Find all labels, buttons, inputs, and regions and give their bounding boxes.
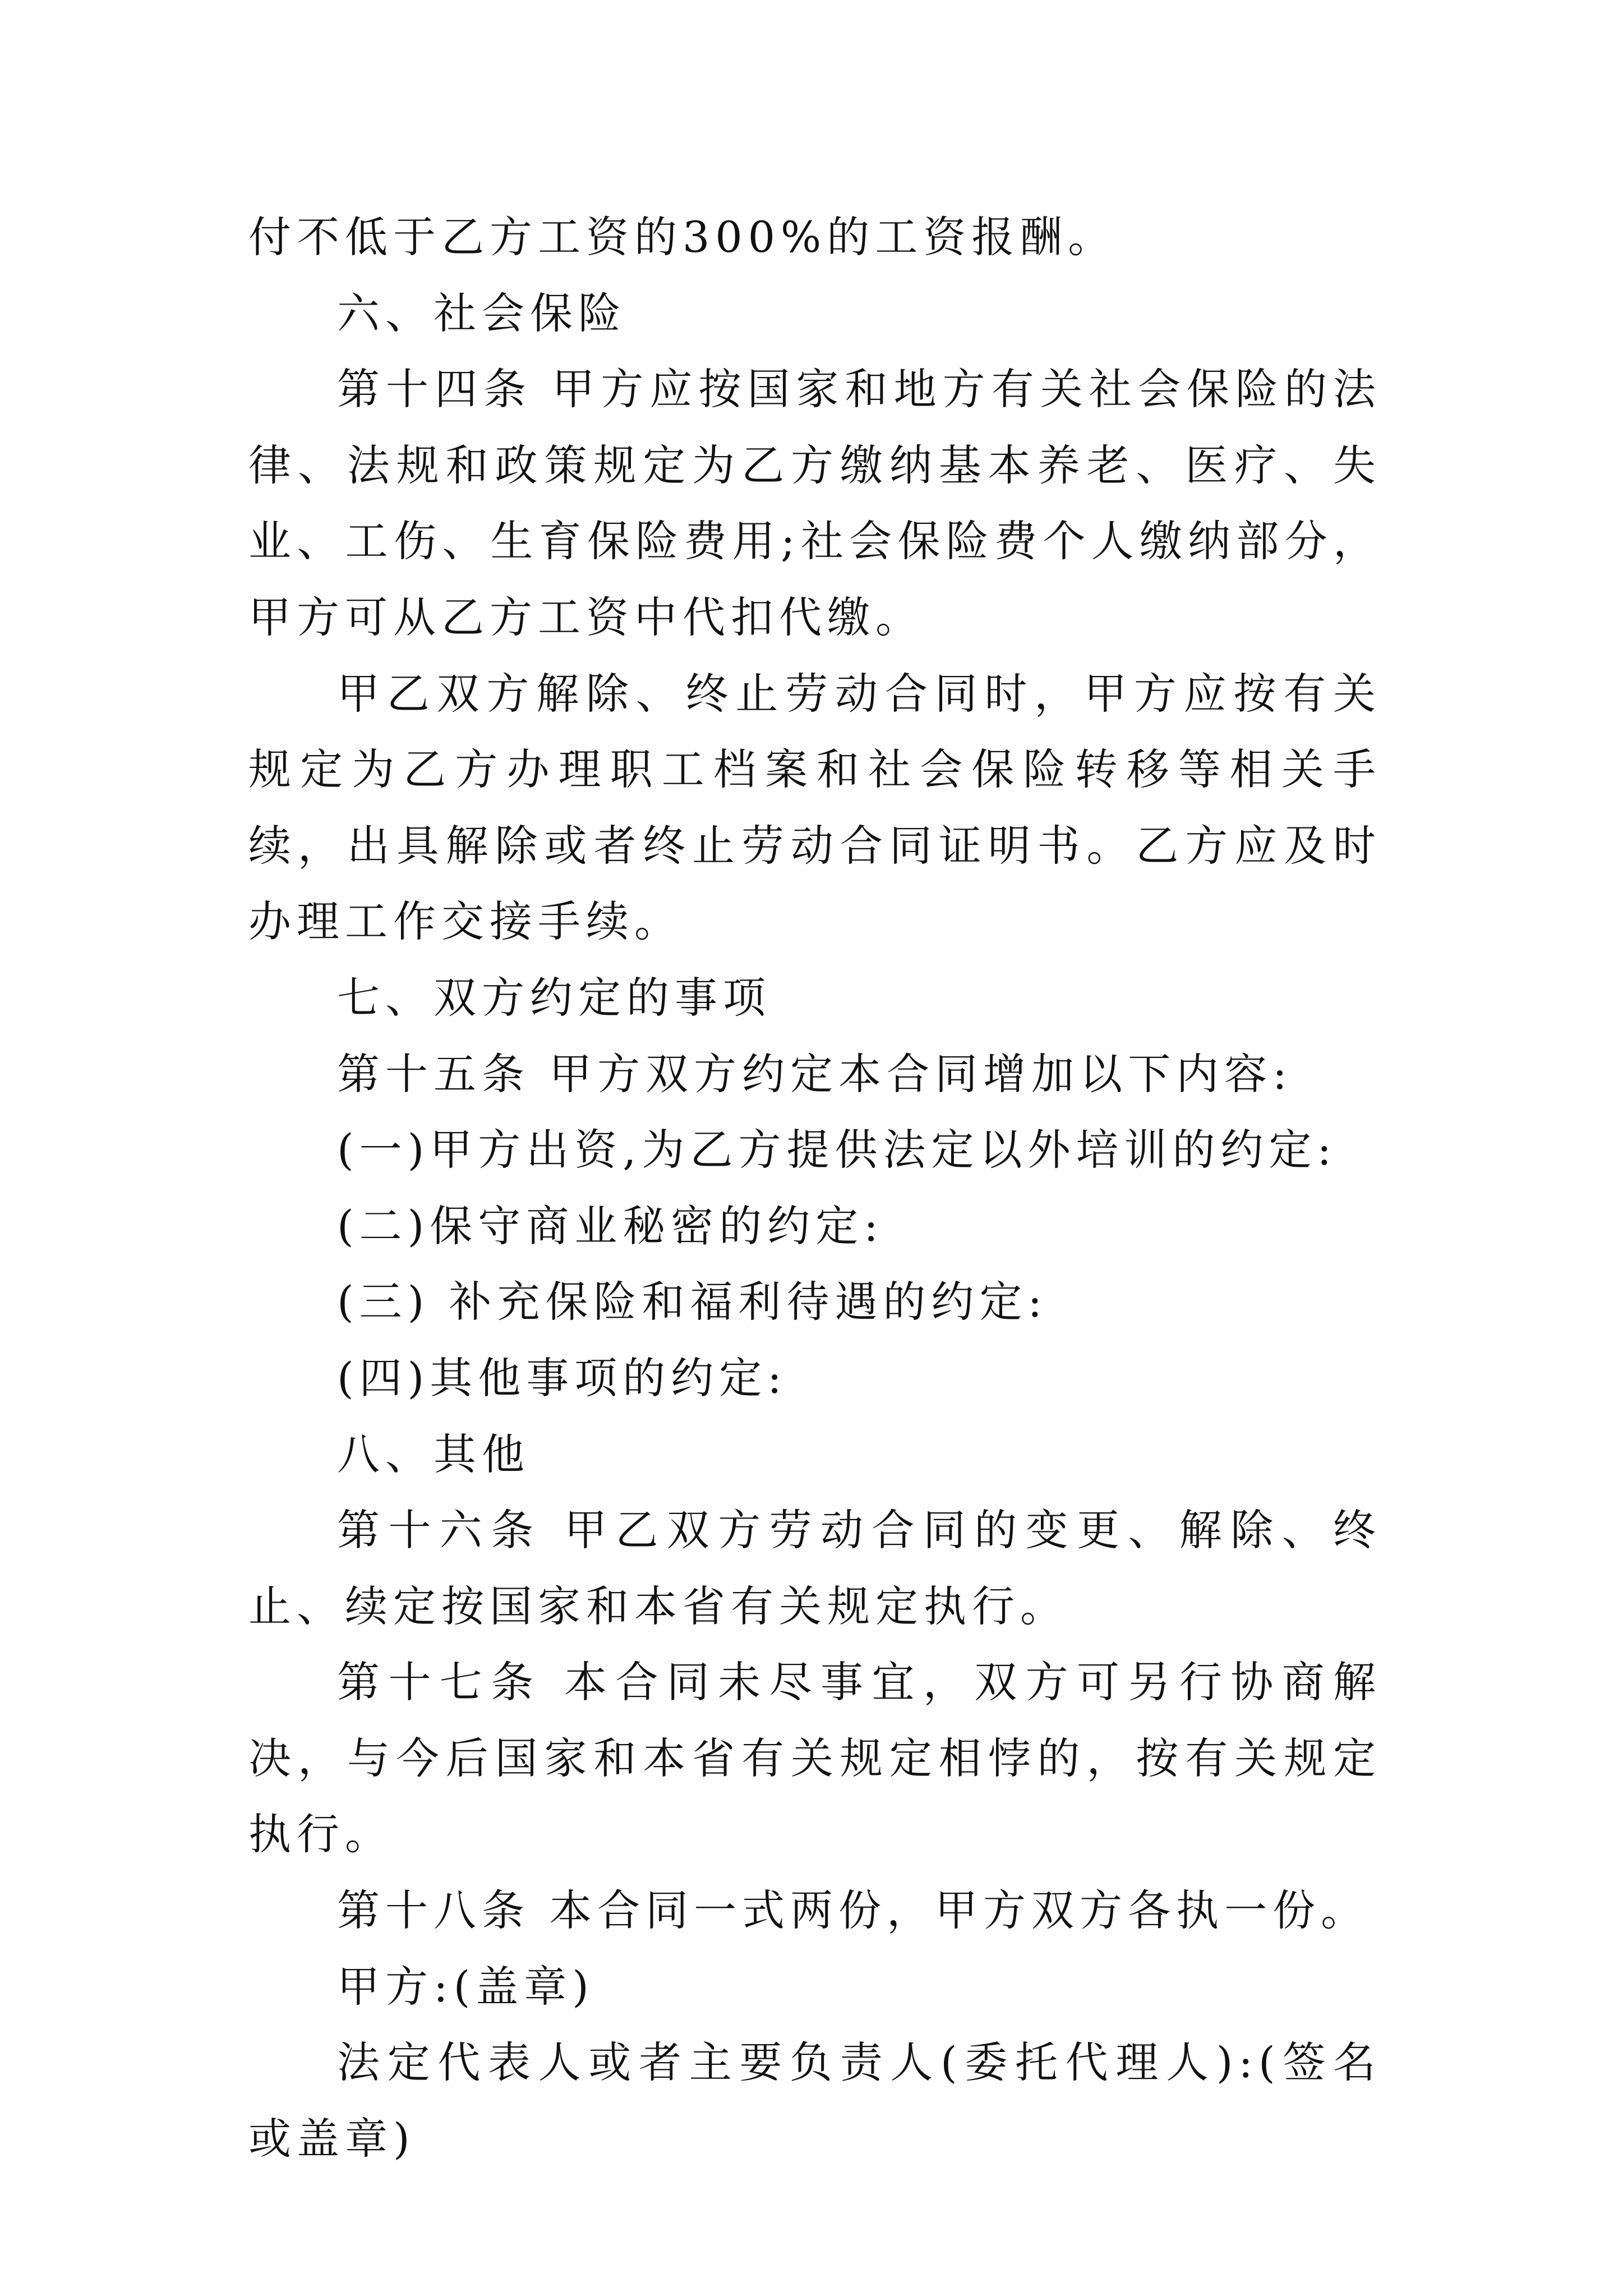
article-14: 第十四条 甲方应按国家和地方有关社会保险的法律、法规和政策规定为乙方缴纳基本养老、医疗、失业、工伤、生育保险费用;社会保险费个人缴纳部分，甲方可从乙方工资中代扣代缴。 bbox=[248, 364, 1381, 642]
paragraph-contract-termination-procedures: 甲乙双方解除、终止劳动合同时，甲方应按有关规定为乙方办理职工档案和社会保险转移等相关手续，出具解除或者终止劳动合同证明书。乙方应及时办理工作交接手续。 bbox=[248, 668, 1381, 947]
article-18: 第十八条 本合同一式两份，甲方双方各执一份。 bbox=[337, 1885, 1370, 1936]
paragraph-salary-continuation: 付不低于乙方工资的300%的工资报酬。 bbox=[248, 212, 1117, 262]
section-heading-other: 八、其他 bbox=[337, 1429, 530, 1479]
document-body bbox=[248, 199, 1381, 2177]
party-a-seal-line: 甲方:(盖章) bbox=[337, 1961, 594, 2012]
legal-representative-signature-line: 法定代表人或者主要负责人(委托代理人):(签名或盖章) bbox=[248, 2037, 1381, 2164]
article-15: 第十五条 甲方双方约定本合同增加以下内容: bbox=[337, 1048, 1293, 1099]
agreement-item-other: (四)其他事项的约定: bbox=[337, 1352, 787, 1403]
section-heading-social-insurance: 六、社会保险 bbox=[337, 288, 626, 338]
article-16: 第十六条 甲乙双方劳动合同的变更、解除、终止、续定按国家和本省有关规定执行。 bbox=[248, 1505, 1381, 1631]
section-heading-agreed-matters: 七、双方约定的事项 bbox=[337, 972, 771, 1023]
article-17: 第十七条 本合同未尽事宜，双方可另行协商解决，与今后国家和本省有关规定相悖的，按有关规定执行。 bbox=[248, 1657, 1381, 1860]
agreement-item-training: (一)甲方出资,为乙方提供法定以外培训的约定: bbox=[337, 1125, 1338, 1175]
agreement-item-insurance-benefits: (三) 补充保险和福利待遇的约定: bbox=[337, 1277, 1048, 1327]
agreement-item-trade-secrets: (二)保守商业秘密的约定: bbox=[337, 1200, 884, 1251]
